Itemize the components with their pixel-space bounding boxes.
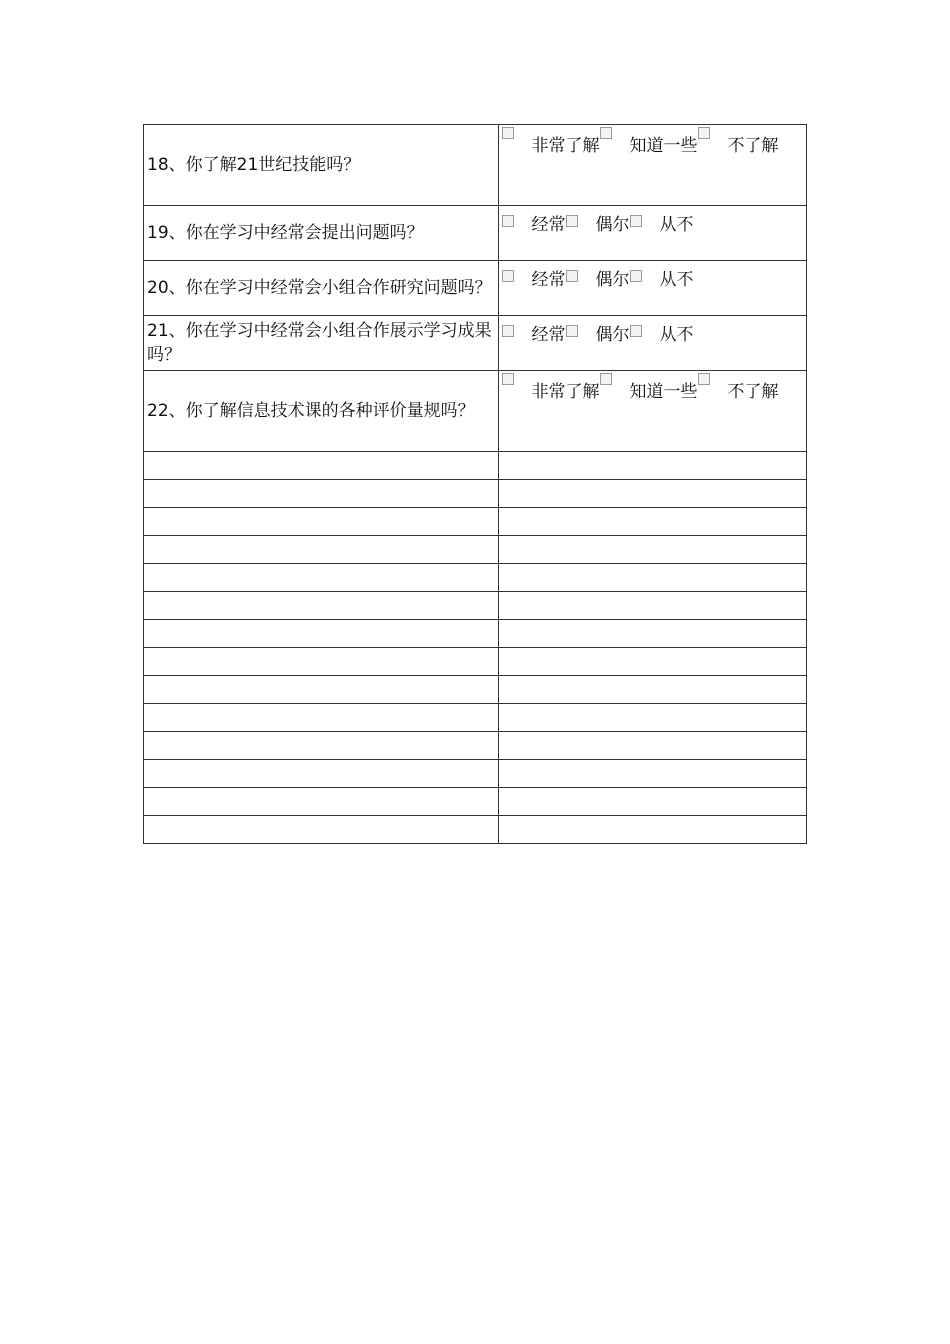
checkbox-option-1[interactable] (502, 373, 514, 385)
empty-answer-cell (498, 592, 806, 620)
empty-question-cell (144, 452, 499, 480)
option-label: 经常 (531, 270, 566, 290)
question-text: 20、你在学习中经常会小组合作研究问题吗？ (147, 278, 492, 298)
answer-cell (498, 261, 806, 316)
option-label: 不了解 (727, 136, 779, 156)
checkbox-option-3[interactable] (630, 270, 642, 282)
empty-answer-cell (498, 564, 806, 592)
question-row-22 (144, 371, 807, 452)
question-cell (144, 261, 499, 316)
empty-question-cell (144, 536, 499, 564)
empty-answer-cell (498, 508, 806, 536)
question-row-21 (144, 316, 807, 371)
empty-answer-cell (498, 452, 806, 480)
checkbox-option-3[interactable] (698, 127, 710, 139)
empty-answer-cell (498, 620, 806, 648)
checkbox-option-3[interactable] (630, 325, 642, 337)
checkbox-option-3[interactable] (630, 215, 642, 227)
option-label: 偶尔 (595, 215, 630, 235)
empty-question-cell (144, 816, 499, 844)
empty-answer-cell (498, 536, 806, 564)
option-label: 不了解 (727, 382, 779, 402)
option-label: 偶尔 (595, 270, 630, 290)
empty-answer-cell (498, 816, 806, 844)
option-label: 从不 (659, 270, 694, 290)
empty-row (144, 704, 807, 732)
empty-row (144, 536, 807, 564)
empty-question-cell (144, 564, 499, 592)
empty-row (144, 760, 807, 788)
option-label: 经常 (531, 215, 566, 235)
empty-row (144, 648, 807, 676)
option-label: 偶尔 (595, 325, 630, 345)
question-cell (144, 206, 499, 261)
empty-row (144, 592, 807, 620)
answer-options (502, 371, 802, 414)
empty-answer-cell (498, 704, 806, 732)
answer-cell (498, 125, 806, 206)
question-row-18 (144, 125, 807, 206)
checkbox-option-3[interactable] (698, 373, 710, 385)
empty-question-cell (144, 508, 499, 536)
question-row-20 (144, 261, 807, 316)
empty-row (144, 676, 807, 704)
answer-cell (498, 316, 806, 371)
question-cell (144, 371, 499, 452)
empty-question-cell (144, 732, 499, 760)
empty-answer-cell (498, 760, 806, 788)
checkbox-option-1[interactable] (502, 127, 514, 139)
question-text: 18、你了解21世纪技能吗？ (147, 155, 361, 175)
empty-question-cell (144, 592, 499, 620)
empty-question-cell (144, 620, 499, 648)
empty-answer-cell (498, 648, 806, 676)
empty-answer-cell (498, 732, 806, 760)
empty-row (144, 508, 807, 536)
checkbox-option-2[interactable] (600, 373, 612, 385)
question-cell (144, 316, 499, 371)
empty-answer-cell (498, 788, 806, 816)
survey-table-body (144, 125, 807, 844)
question-row-19 (144, 206, 807, 261)
empty-row (144, 788, 807, 816)
empty-answer-cell (498, 480, 806, 508)
survey-table (143, 124, 807, 844)
question-cell (144, 125, 499, 206)
option-label: 从不 (659, 215, 694, 235)
empty-row (144, 564, 807, 592)
question-text: 19、你在学习中经常会提出问题吗？ (147, 223, 424, 243)
empty-question-cell (144, 676, 499, 704)
option-label: 非常了解 (531, 136, 600, 156)
answer-options (502, 316, 802, 346)
answer-cell (498, 206, 806, 261)
empty-question-cell (144, 480, 499, 508)
option-label: 知道一些 (629, 136, 698, 156)
checkbox-option-2[interactable] (566, 325, 578, 337)
empty-row (144, 732, 807, 760)
checkbox-option-2[interactable] (566, 270, 578, 282)
empty-row (144, 452, 807, 480)
answer-options (502, 206, 802, 236)
checkbox-option-1[interactable] (502, 325, 514, 337)
empty-answer-cell (498, 676, 806, 704)
empty-row (144, 480, 807, 508)
answer-cell (498, 371, 806, 452)
empty-question-cell (144, 760, 499, 788)
question-text: 22、你了解信息技术课的各种评价量规吗？ (147, 401, 475, 421)
empty-question-cell (144, 648, 499, 676)
option-label: 非常了解 (531, 382, 600, 402)
answer-options (502, 261, 802, 291)
option-label: 经常 (531, 325, 566, 345)
checkbox-option-2[interactable] (566, 215, 578, 227)
empty-row (144, 816, 807, 844)
answer-options (502, 125, 802, 168)
empty-question-cell (144, 704, 499, 732)
option-label: 从不 (659, 325, 694, 345)
empty-row (144, 620, 807, 648)
checkbox-option-2[interactable] (600, 127, 612, 139)
empty-question-cell (144, 788, 499, 816)
checkbox-option-1[interactable] (502, 270, 514, 282)
option-label: 知道一些 (629, 382, 698, 402)
question-text: 21、你在学习中经常会小组合作展示学习成果吗？ (147, 321, 492, 365)
checkbox-option-1[interactable] (502, 215, 514, 227)
